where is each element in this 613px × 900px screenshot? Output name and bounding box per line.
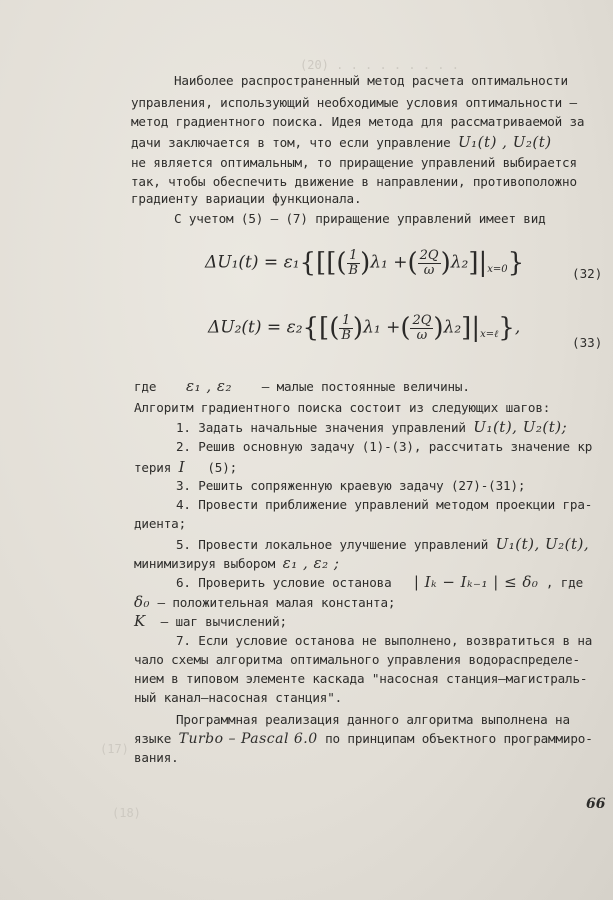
bleed-through: (20) . . . . . . . . . <box>300 58 459 72</box>
text-line: метод градиентного поиска. Идея метода для рассматриваемой за <box>131 114 585 129</box>
step-2: 2. Решив основную задачу (1)-(3), рассчитать значение кр <box>176 439 593 454</box>
lambda-term: λ₂ <box>443 317 462 338</box>
conclusion-line <box>134 731 593 747</box>
conclusion-line: Программная реализация данного алгоритма выполнена на <box>176 712 570 727</box>
equation-number: (32) <box>572 266 603 281</box>
stop-condition: | Iₖ − Iₖ₋₁ | ≤ δ₀ <box>413 573 539 591</box>
text-line <box>131 134 552 151</box>
step-text: 1. Задать начальные значения управлений <box>176 420 466 435</box>
step-text: (5); <box>207 460 238 475</box>
control-symbols: U₁(t) , U₂(t) <box>458 133 552 151</box>
text-line: Наиболее распространенный метод расчета оптимальности <box>174 73 568 88</box>
control-symbols: U₁(t), U₂(t), <box>495 535 590 553</box>
bleed-through: (17) <box>100 742 129 756</box>
brace-open: {[[( <box>299 248 347 278</box>
text-line: С учетом (5) – (7) приращение управлений имеет вид <box>174 211 546 226</box>
text-line: так, чтобы обеспечить движение в направлении, противоположно <box>131 174 577 189</box>
text-line: градиенту вариации функционала. <box>131 191 362 206</box>
step-5-continued <box>134 555 339 572</box>
step-4: 4. Провести приближение управлений методом проекции гра- <box>176 497 593 512</box>
step-5 <box>176 536 589 553</box>
step-7: 7. Если условие останова не выполнено, возвратиться в на <box>176 633 593 648</box>
step-1 <box>176 419 567 436</box>
paren-close: ) <box>440 248 451 278</box>
delta-symbol: δ₀ <box>134 593 151 611</box>
page-number: 66 <box>586 796 606 812</box>
lambda-term: λ₂ <box>450 252 469 273</box>
step-2-continued <box>134 459 237 476</box>
step-text: терия <box>134 460 172 475</box>
step-text: 6. Проверить условие останова <box>176 575 392 590</box>
text-line: управления, использующий необходимые условия оптимальности – <box>131 95 577 110</box>
step-7-continued: чало схемы алгоритма оптимального управления водораспределе- <box>134 652 580 667</box>
equation-number: (33) <box>572 335 603 350</box>
k-symbol: K <box>134 612 146 630</box>
bracket-close: ]| <box>468 248 488 278</box>
evaluation-point: x=0 <box>487 263 508 275</box>
evaluation-point: x=ℓ <box>480 328 499 340</box>
control-symbols: U₁(t), U₂(t); <box>473 418 568 436</box>
conclusion-line: вания. <box>134 750 179 765</box>
paren-open: ( <box>407 248 418 278</box>
bleed-through: (18) <box>112 806 141 820</box>
fraction: $\frac{2Q}{\omega}$ <box>412 312 432 343</box>
equation-lhs: ΔU₁(t) = ε₁ <box>205 252 300 273</box>
brace-open: {[( <box>302 313 340 343</box>
step-text: – положительная малая константа; <box>157 595 396 610</box>
step-text: минимизируя выбором <box>134 556 276 571</box>
epsilon-symbols: ε₁ , ε₂ <box>186 377 232 395</box>
text-line: Алгоритм градиентного поиска состоит из следующих шагов: <box>134 400 551 415</box>
text-fragment: языке <box>134 731 172 746</box>
step-7-continued: нием в типовом элементе каскада "насосная станция–магистраль- <box>134 671 588 686</box>
step-text: 5. Провести локальное улучшение управлений <box>176 537 489 552</box>
paren-close: ) <box>352 313 364 343</box>
bracket-close: ]| <box>461 313 481 343</box>
equation-32 <box>205 248 524 278</box>
criterion-symbol: I <box>178 458 186 476</box>
text-line: не является оптимальным, то приращение управлений выбирается <box>131 155 577 170</box>
paren-close: ) <box>360 248 371 278</box>
step-6 <box>176 574 583 591</box>
brace-close: } <box>498 313 515 343</box>
equation-33 <box>208 313 520 343</box>
text-line <box>134 378 470 395</box>
step-4-continued: диента; <box>134 516 187 531</box>
step-6-delta <box>134 594 395 611</box>
lambda-term: λ₁ + <box>370 252 408 273</box>
equation-tail: , <box>514 317 521 338</box>
lambda-term: λ₁ + <box>363 317 401 338</box>
fraction: $\frac{2Q}{\omega}$ <box>419 247 439 278</box>
fraction: $\frac{1}{B}$ <box>348 247 359 278</box>
paren-close: ) <box>433 313 444 343</box>
step-6-k <box>134 613 287 630</box>
fraction: $\frac{1}{B}$ <box>341 312 351 343</box>
where-text: – малые постоянные величины. <box>261 379 470 394</box>
brace-close: } <box>507 248 525 278</box>
epsilon-symbols: ε₁ , ε₂ ; <box>282 554 340 572</box>
equation-lhs: ΔU₂(t) = ε₂ <box>208 317 303 338</box>
text-fragment: дачи заключается в том, что если управление <box>131 135 451 150</box>
step-3: 3. Решить сопряженную краевую задачу (27)-(31); <box>176 478 526 493</box>
paren-open: ( <box>400 313 411 343</box>
where-label: где <box>134 379 157 394</box>
language-name: Turbo – Pascal 6.0 <box>178 731 318 747</box>
step-text: , где <box>545 575 584 590</box>
step-text: – шаг вычислений; <box>160 614 287 629</box>
step-7-continued: ный канал–насосная станция". <box>134 690 343 705</box>
text-fragment: по принципам объектного программиро- <box>325 731 593 746</box>
